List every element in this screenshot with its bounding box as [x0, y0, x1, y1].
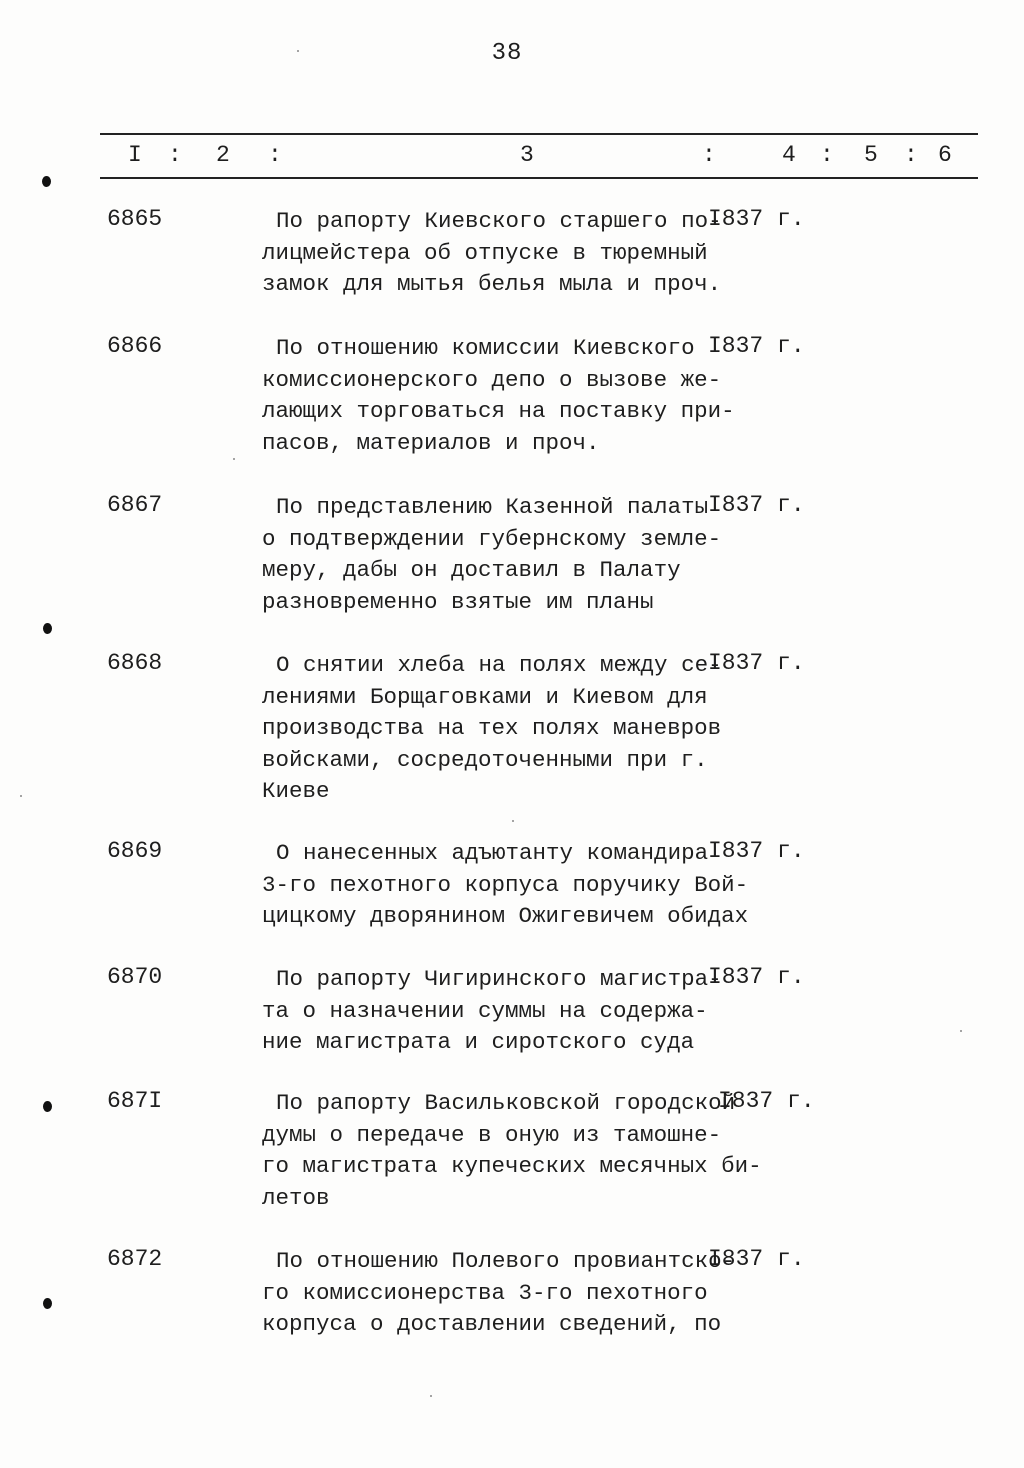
description-line: По отношению комиссии Киевского — [276, 335, 695, 361]
description-line: комиссионерского депо о вызове же- — [262, 366, 722, 393]
description-line: го магистрата купеческих месячных би- — [262, 1153, 762, 1179]
entry-description — [262, 650, 742, 808]
description-line: корпуса о доставлении сведений, по — [262, 1311, 722, 1337]
description-line: цицкому дворянином Ожигевичем обидах — [262, 903, 749, 929]
description-line: о подтверждении губернскому земле- — [262, 525, 722, 552]
entry-number: 6867 — [107, 492, 163, 518]
description-line: лениями Борщаговками и Киевом для — [262, 683, 708, 710]
punch-hole — [43, 1298, 52, 1309]
entry-description — [262, 492, 742, 618]
description-line: По отношению Полевого провиантско- — [276, 1248, 736, 1274]
description-line: та о назначении суммы на содержа- — [262, 997, 708, 1024]
description-line: По рапорту Васильковской городской — [276, 1090, 736, 1116]
entry-year: I837 г. — [708, 206, 805, 232]
entry-description — [262, 1088, 762, 1214]
description-line: Киеве — [262, 778, 330, 804]
column-separator: : — [904, 142, 918, 168]
paper-speck — [430, 1395, 432, 1397]
description-line: О снятии хлеба на полях между се- — [276, 652, 722, 678]
entry-description — [262, 206, 742, 301]
entry-year: I837 г. — [708, 650, 805, 676]
description-line: меру, дабы он доставил в Палату — [262, 557, 681, 583]
description-line: разновременно взятые им планы — [262, 588, 654, 615]
column-header-6: 6 — [938, 142, 952, 168]
description-line: пасов, материалов и проч. — [262, 429, 600, 456]
entry-number: 6872 — [107, 1246, 163, 1272]
column-header-4: 4 — [782, 142, 796, 168]
entry-description — [262, 838, 749, 933]
entry-number: 687I — [107, 1088, 163, 1114]
entry-year: I837 г. — [708, 492, 805, 518]
description-line: По рапорту Киевского старшего по- — [276, 208, 722, 234]
entry-description — [262, 964, 742, 1059]
entry-number: 6870 — [107, 964, 163, 990]
punch-hole — [43, 1101, 52, 1112]
paper-speck — [20, 795, 22, 797]
header-top-rule — [100, 133, 978, 135]
column-separator: : — [702, 142, 716, 168]
column-header-2: 2 — [216, 142, 230, 168]
column-header-5: 5 — [864, 142, 878, 168]
paper-speck — [960, 1030, 962, 1032]
description-line: О нанесенных адъютанту командира — [276, 840, 709, 866]
description-line: ние магистрата и сиротского суда — [262, 1029, 695, 1055]
description-line: го комиссионерства 3-го пехотного — [262, 1279, 708, 1306]
description-line: лающих торговаться на поставку при- — [262, 398, 735, 424]
description-line: производства на тех полях маневров — [262, 715, 722, 741]
paper-speck — [297, 50, 299, 52]
description-line: 3-го пехотного корпуса поручику Вой- — [262, 871, 749, 898]
entry-description — [262, 1246, 742, 1341]
column-separator: : — [168, 142, 182, 168]
paper-speck — [512, 820, 514, 822]
punch-hole — [43, 623, 52, 634]
column-header-1: I — [128, 142, 142, 168]
entry-year: I837 г. — [708, 838, 805, 864]
entry-number: 6865 — [107, 206, 163, 232]
header-bottom-rule — [100, 177, 978, 179]
entry-year: I837 г. — [708, 333, 805, 359]
column-separator: : — [820, 142, 834, 168]
column-header-3: 3 — [520, 142, 534, 168]
column-headers — [100, 140, 978, 172]
description-line: замок для мытья белья мыла и проч. — [262, 271, 722, 297]
description-line: По представлению Казенной палаты — [276, 494, 709, 520]
page-number: 38 — [491, 40, 523, 67]
entry-number: 6868 — [107, 650, 163, 676]
description-line: По рапорту Чигиринского магистра- — [276, 966, 722, 992]
entry-number: 6869 — [107, 838, 163, 864]
description-line: летов — [262, 1184, 330, 1211]
description-line: войсками, сосредоточенными при г. — [262, 746, 708, 773]
entry-year: I837 г. — [708, 964, 805, 990]
column-separator: : — [268, 142, 282, 168]
description-line: думы о передаче в оную из тамошне- — [262, 1121, 722, 1148]
entry-year: I837 г. — [718, 1088, 815, 1114]
entry-number: 6866 — [107, 333, 163, 359]
punch-hole — [42, 176, 51, 187]
entry-year: I837 г. — [708, 1246, 805, 1272]
paper-speck — [233, 458, 235, 460]
entry-description — [262, 333, 742, 459]
description-line: лицмейстера об отпуске в тюремный — [262, 239, 708, 266]
